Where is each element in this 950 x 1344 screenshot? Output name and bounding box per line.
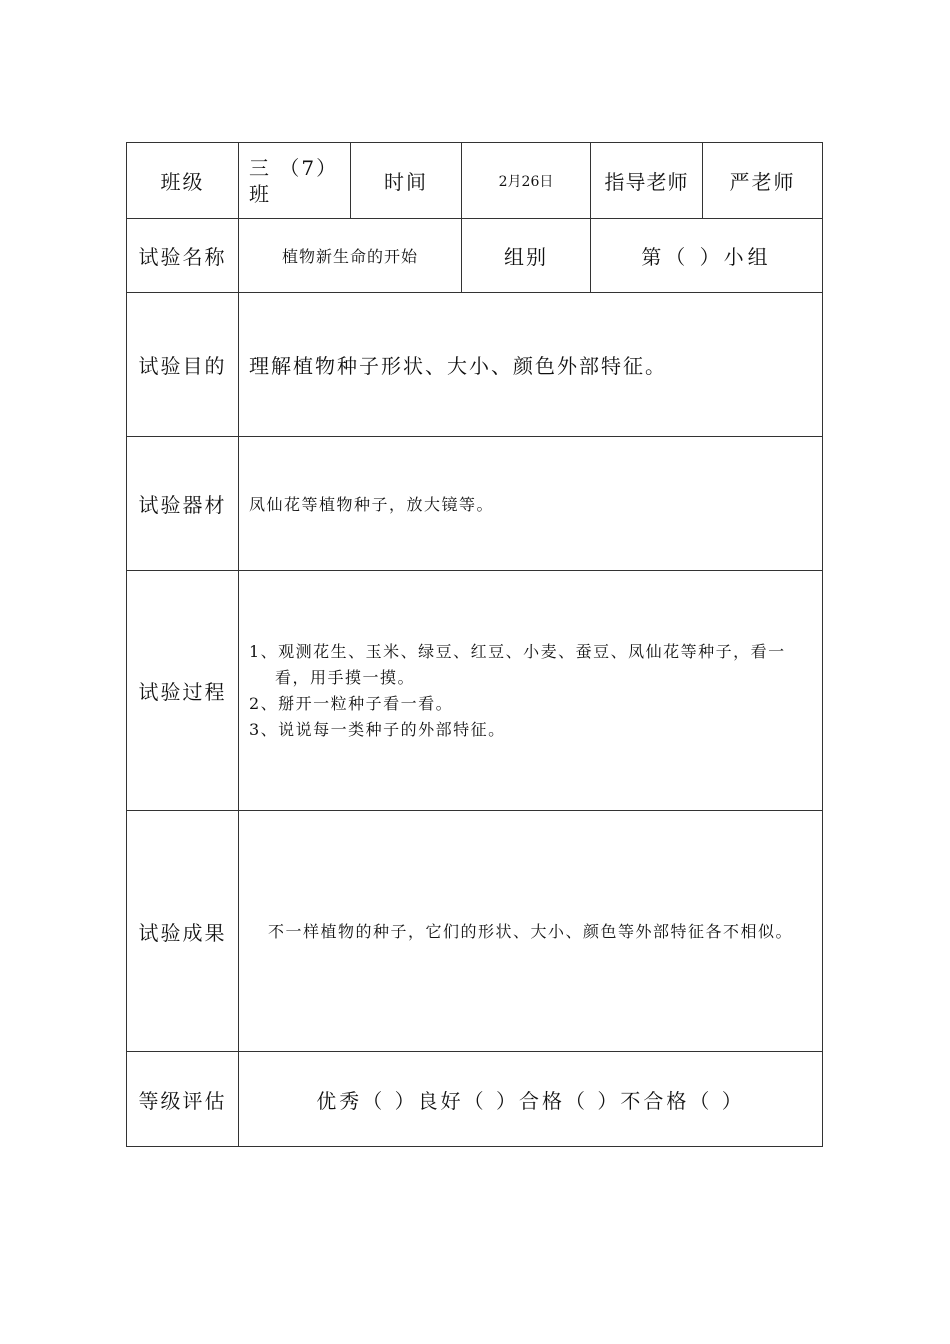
class-label: 班级	[160, 170, 205, 194]
materials-value: 凤仙花等植物种子，放大镜等。	[249, 495, 495, 514]
process-content	[239, 571, 822, 810]
process-steps-list	[249, 639, 814, 743]
time-value: 2月26日	[498, 173, 554, 190]
teacher-value: 严老师	[729, 170, 796, 194]
process-label: 试验过程	[138, 680, 227, 704]
group-value: 第（ ）小组	[641, 245, 772, 269]
time-label: 时间	[384, 170, 428, 194]
grade-options: 优秀（ ）良好（ ）合格（ ）不合格（ ）	[316, 1088, 745, 1113]
process-step: 3、说说每一类种子的外部特征。	[249, 719, 506, 739]
result-label: 试验成果	[138, 920, 227, 945]
class-value	[239, 143, 350, 218]
process-step: 2、掰开一粒种子看一看。	[249, 693, 454, 713]
process-step: 1、观测花生、玉米、绿豆、红豆、小麦、蚕豆、凤仙花等种子，看一看，用手摸一摸。	[249, 641, 786, 687]
materials-label: 试验器材	[138, 493, 227, 517]
purpose-value: 理解植物种子形状、大小、颜色外部特征。	[249, 354, 667, 378]
experiment-name-value: 植物新生命的开始	[281, 247, 418, 266]
class-value-line1: 三 （7）	[249, 155, 339, 180]
purpose-label: 试验目的	[138, 354, 227, 378]
teacher-label: 指导老师	[604, 170, 689, 194]
class-value-line2: 班	[249, 181, 271, 206]
result-value: 不一样植物的种子，它们的形状、大小、颜色等外部特征各不相似。	[267, 921, 793, 941]
experiment-name-label: 试验名称	[138, 245, 227, 269]
experiment-record-table	[126, 142, 823, 1147]
group-label: 组别	[504, 245, 548, 269]
grade-label: 等级评估	[138, 1088, 227, 1113]
